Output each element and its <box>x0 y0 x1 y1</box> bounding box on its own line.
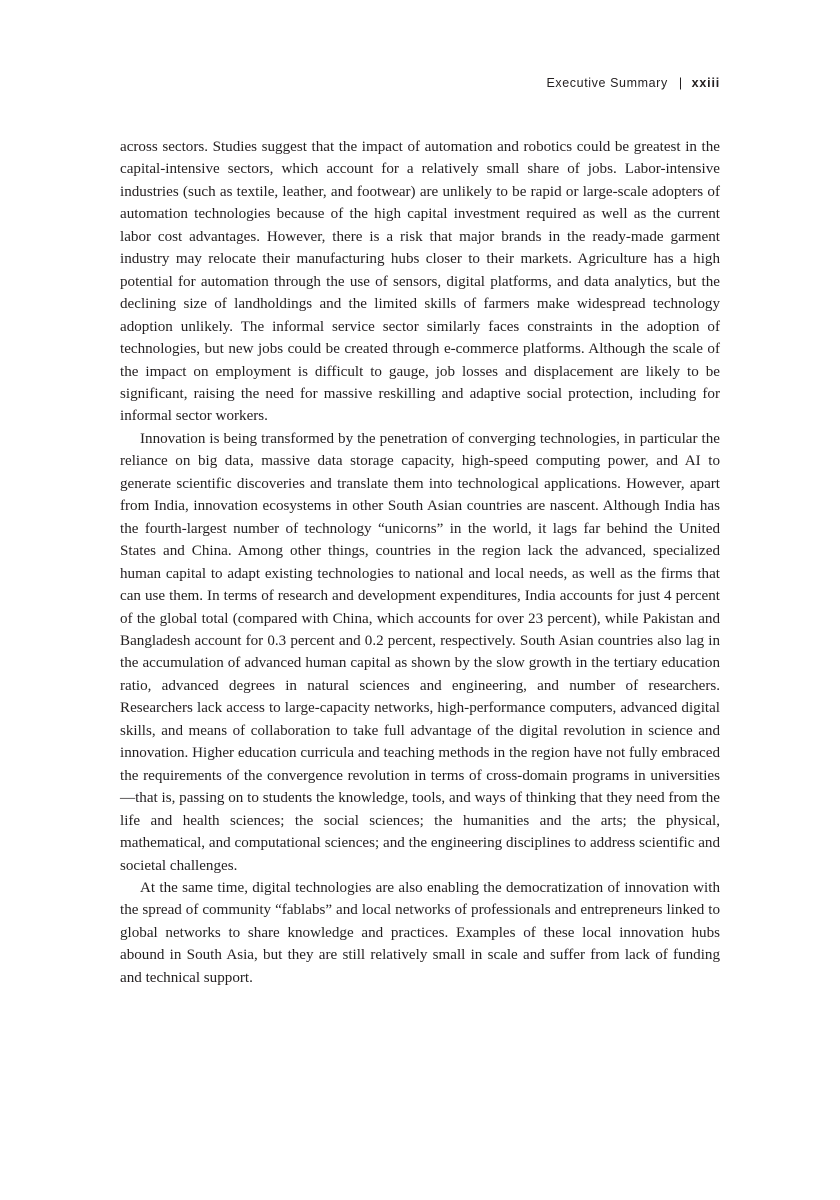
running-head-separator: | <box>678 76 683 90</box>
running-head <box>546 76 720 90</box>
paragraph-democratization: At the same time, digital technologies are also enabling the democratization of innovation with the spread of community “fablabs” and local networks of professionals and entrepreneurs linked to global networks to share knowledge and practices. Examples of these local innovation hubs abound in South Asia, but they are still relatively small in scale and suffer from lack of funding and technical support. <box>120 879 720 986</box>
paragraph-innovation: Innovation is being transformed by the penetration of converging technologies, in particular the reliance on big data, massive data storage capacity, high-speed computing power, and AI to generate scientific discoveries and translate them into technological applications. However, apart from India, innovation ecosystems in other South Asian countries are nascent. Although India has the fourth-largest number of technology “unicorns” in the world, it lags far behind the United States and China. Among other things, countries in the region lack the advanced, specialized human capital to adapt existing technologies to national and local needs, as well as the firms that can use them. In terms of research and development expenditures, India accounts for just 4 percent of the global total (compared with China, which accounts for over 23 percent), while Pakistan and Bangladesh account for 0.3 percent and 0.2 percent, respectively. South Asian countries also lag in the accumulation of advanced human capital as shown by the slow growth in the tertiary education ratio, advanced degrees in natural sciences and engineering, and number of researchers. Researchers lack access to large-capacity networks, high-performance computers, advanced digital skills, and means of collaboration to take full advantage of the digital revolution in science and innovation. Higher education curricula and teaching methods in the region have not fully embraced the requirements of the convergence revolution in terms of cross-domain programs in universities—that is, passing on to students the knowledge, tools, and ways of thinking that they need from the life and health sciences; the social sciences; the humanities and the arts; the physical, mathematical, and computational sciences; and the engineering disciplines to address scientific and societal challenges. <box>120 430 720 874</box>
paragraph-continued: across sectors. Studies suggest that the impact of automation and robotics could be greatest in the capital-intensive sectors, which account for a relatively small share of jobs. Labor-intensive industries (such as textile, leather, and footwear) are unlikely to be rapid or large-scale adopters of automation technologies because of the high capital investment required as well as the current labor cost advantages. However, there is a risk that major brands in the ready-made garment industry may relocate their manufacturing hubs closer to their markets. Agriculture has a high potential for automation through the use of sensors, digital platforms, and data analytics, but the declining size of landholdings and the limited skills of farmers make widespread technology adoption unlikely. The informal service sector similarly faces constraints in the adoption of technologies, but new jobs could be created through e-commerce platforms. Although the scale of the impact on employment is difficult to gauge, job losses and displacement are likely to be significant, raising the need for massive reskilling and adaptive social protection, including for informal sector workers. <box>120 139 720 425</box>
body-text <box>120 136 720 989</box>
running-head-title: Executive Summary <box>546 76 668 90</box>
page-number: xxiii <box>691 76 720 90</box>
